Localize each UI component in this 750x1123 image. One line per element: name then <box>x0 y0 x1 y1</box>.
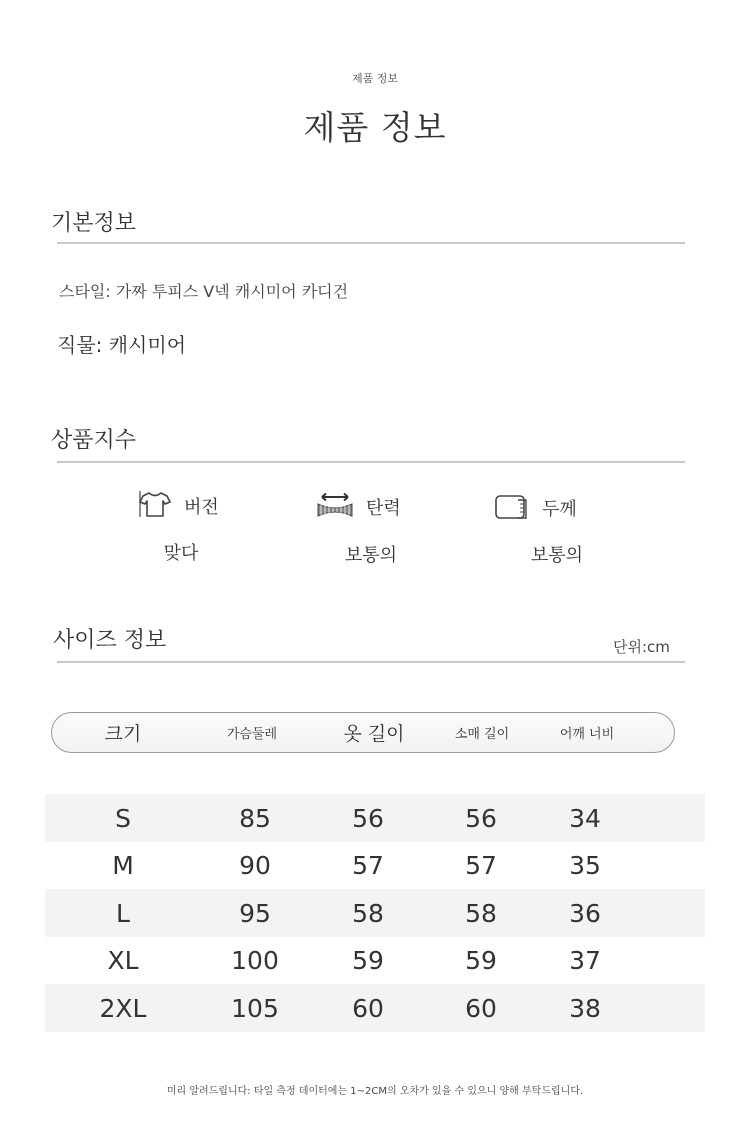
feature-elasticity <box>316 492 401 522</box>
table-row <box>45 936 705 984</box>
feature-fit <box>138 490 219 522</box>
feature-thickness-value: 보통의 <box>530 545 584 566</box>
feature-thickness <box>494 492 577 524</box>
column-header-sleeve: 소매 길이 <box>454 727 510 742</box>
length-cell: 59 <box>352 945 384 975</box>
size-table-header <box>51 712 675 753</box>
length-cell: 56 <box>352 803 384 833</box>
feature-thickness-label: 두께 <box>542 499 577 520</box>
shoulder-cell: 35 <box>569 850 601 880</box>
length-cell: 58 <box>352 898 384 928</box>
feature-elasticity-value: 보통의 <box>344 545 398 566</box>
chest-cell: 100 <box>231 945 279 975</box>
shoulder-cell: 34 <box>569 803 601 833</box>
basic-info-heading: 기본정보 <box>51 211 137 236</box>
material-line: 직물: 캐시미어 <box>57 333 187 357</box>
header-subtitle: 제품 정보 <box>351 72 398 85</box>
shoulder-cell: 38 <box>569 993 601 1023</box>
sleeve-cell: 60 <box>465 993 497 1023</box>
sleeve-cell: 56 <box>465 803 497 833</box>
measurement-footnote: 미리 알려드립니다: 타일 측정 데이터에는 1~2CM의 오차가 있을 수 있으니 양해 부탁드립니다. <box>166 1086 584 1097</box>
tshirt-icon <box>138 490 172 522</box>
table-row <box>45 794 705 842</box>
table-row <box>45 984 705 1032</box>
size-info-heading: 사이즈 정보 <box>53 628 167 653</box>
size-cell: 2XL <box>99 993 147 1023</box>
style-line: 스타일: 가짜 투피스 V넥 캐시미어 카디건 <box>59 282 349 301</box>
sleeve-cell: 57 <box>465 850 497 880</box>
size-cell: XL <box>107 945 139 975</box>
column-header-chest: 가슴둘레 <box>226 727 278 742</box>
feature-elasticity-label: 탄력 <box>366 498 401 519</box>
feature-fit-value: 맞다 <box>163 543 199 564</box>
shoulder-cell: 37 <box>569 945 601 975</box>
table-row <box>45 889 705 937</box>
size-cell: S <box>115 803 131 833</box>
column-header-length: 옷 길이 <box>343 723 405 745</box>
sleeve-cell: 59 <box>465 945 497 975</box>
chest-cell: 95 <box>239 898 271 928</box>
size-info-divider <box>57 661 685 663</box>
chest-cell: 105 <box>231 993 279 1023</box>
product-index-heading: 상품지수 <box>51 428 137 453</box>
column-header-shoulder: 어깨 너비 <box>559 727 615 742</box>
page-title: 제품 정보 <box>303 108 447 147</box>
unit-label: 단위:cm <box>613 638 670 656</box>
size-cell: M <box>112 850 134 880</box>
table-row <box>45 841 705 889</box>
chest-cell: 85 <box>239 803 271 833</box>
thickness-icon <box>494 492 530 524</box>
length-cell: 60 <box>352 993 384 1023</box>
basic-info-divider <box>57 242 685 244</box>
product-index-divider <box>57 461 685 463</box>
shoulder-cell: 36 <box>569 898 601 928</box>
sleeve-cell: 58 <box>465 898 497 928</box>
feature-fit-label: 버전 <box>184 497 219 518</box>
chest-cell: 90 <box>239 850 271 880</box>
size-cell: L <box>116 898 130 928</box>
column-header-size: 크기 <box>104 723 142 745</box>
stretch-icon <box>316 492 354 522</box>
length-cell: 57 <box>352 850 384 880</box>
